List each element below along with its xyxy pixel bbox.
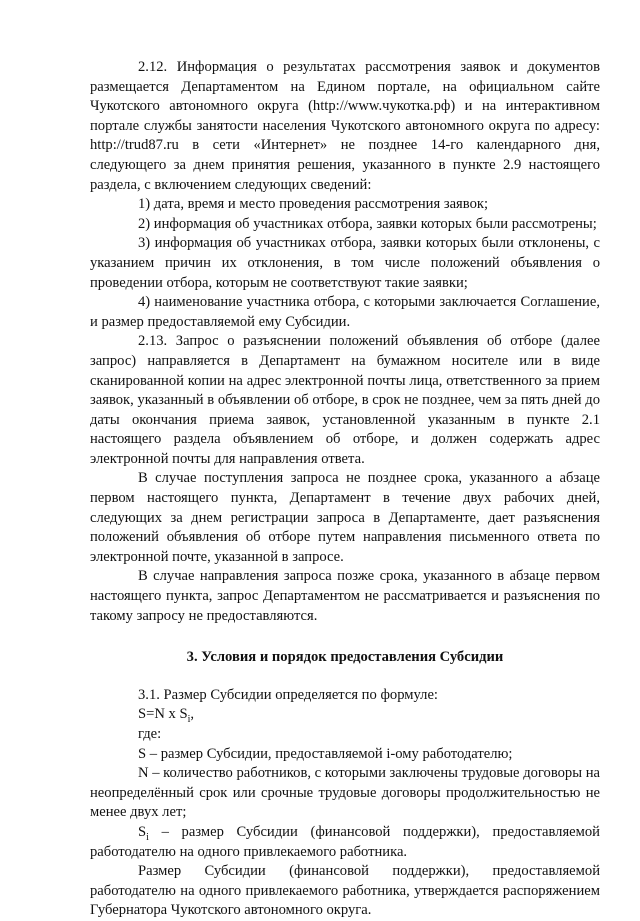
paragraph-subsidy-size: Размер Субсидии (финансовой поддержки), предоставляемой работодателю на одного привлекаемого работника, утверждается распоряжением Губернатора Чукотского автономного округа. bbox=[90, 863, 600, 919]
list-item-3: 3) информация об участниках отбора, заявки которых были отклонены, с указанием причин их отклонения, в том числе положений объявления о проведении отбора, которым не соответствуют такие заявки; bbox=[90, 235, 600, 291]
definition-si-letter: S bbox=[138, 823, 147, 840]
formula-subscript: i bbox=[187, 714, 191, 726]
formula-tail: , bbox=[190, 706, 195, 723]
paragraph-2-13-c: В случае направления запроса позже срока, указанного в абзаце первом настоящего пункта, запрос Департаментом не рассматривается и разъяснения по такому запросу не предоставляются. bbox=[90, 568, 600, 624]
list-item-2: 2) информация об участниках отбора, заявки которых были рассмотрены; bbox=[138, 215, 597, 232]
section-3-heading: 3. Условия и порядок предоставления Субсидии bbox=[186, 649, 504, 666]
definition-s: S – размер Субсидии, предоставляемой i-ому работодателю; bbox=[138, 745, 513, 762]
list-item-1: 1) дата, время и место проведения рассмотрения заявок; bbox=[138, 196, 489, 213]
formula bbox=[90, 705, 600, 725]
list-item-4: 4) наименование участника отбора, с которыми заключается Соглашение, и размер предоставляемой ему Субсидии. bbox=[90, 294, 600, 330]
paragraph-2-12: 2.12. Информация о результатах рассмотрения заявок и документов размещается Департаментом на Едином портале, на официальном сайте Чукотского автономного округа (http://www.чукотка.рф) и на интерактивном портале службы занятости населения Чукотского автономного округа по адресу: http://trud87.ru в сети «Интернет» не позднее 14-го календарного дня, следующего за днем принятия решения, указанного в пункте 2.9 настоящего раздела, с включением следующих сведений: bbox=[90, 59, 600, 193]
paragraph-2-13: 2.13. Запрос о разъяснении положений объявления об отборе (далее запрос) направляется в Департамент на бумажном носителе или в виде сканированной копии на адрес электронной почты лица, ответственного за прием заявок, указанный в объявлении об отборе, в срок не позднее, чем за пять дней до даты окончания приема заявок, установленной указанным в пункте 2.1 настоящего раздела объявлением об отборе, и должен содержать адрес электронной почты для направления ответа. bbox=[90, 333, 600, 467]
paragraph-3-1: 3.1. Размер Субсидии определяется по формуле: bbox=[138, 686, 438, 703]
formula-main: S=N x S bbox=[138, 706, 188, 723]
where-label: где: bbox=[138, 726, 162, 742]
definition-n: N – количество работников, с которыми заключены трудовые договоры на неопределённый срок или срочные трудовые договоры продолжительностью не менее двух лет; bbox=[90, 765, 600, 821]
paragraph-2-13-b: В случае поступления запроса не позднее срока, указанного а абзаце первом настоящего пункта, Департамент в течение двух рабочих дней, следующих за днем регистрации запроса в Департаменте, дает разъяснения положений объявления об отборе путем направления письменного ответа по электронной почте, указанной в запросе. bbox=[90, 470, 600, 565]
definition-si-text: – размер Субсидии (финансовой поддержки), предоставляемой работодателю на одного привлекаемого работника. bbox=[90, 823, 600, 860]
definition-si-subscript: i bbox=[146, 831, 149, 843]
definition-si bbox=[90, 823, 600, 862]
